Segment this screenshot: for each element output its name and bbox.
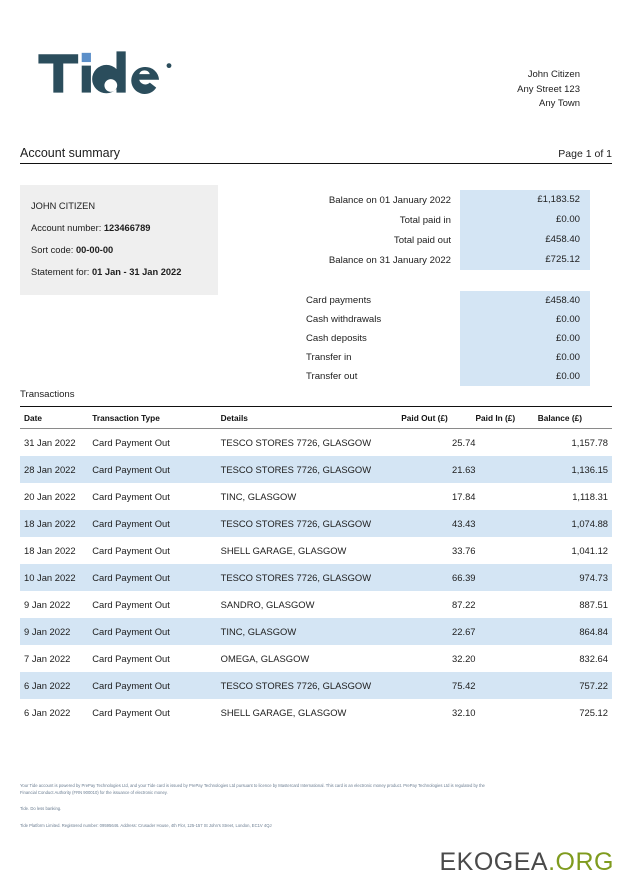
transactions-table-wrapper xyxy=(20,406,612,726)
cell-date: 20 Jan 2022 xyxy=(24,491,76,502)
balance-row-label: Total paid in xyxy=(399,214,451,226)
cell-paid-in xyxy=(476,645,538,672)
cell-date: 9 Jan 2022 xyxy=(24,599,71,610)
ekogea-watermark xyxy=(440,848,615,877)
cell-transaction-type: Card Payment Out xyxy=(92,456,220,483)
breakdown-row xyxy=(300,348,590,367)
cell-balance: 1,157.78 xyxy=(571,437,608,448)
cell-date: 6 Jan 2022 xyxy=(20,672,92,699)
customer-name: JOHN CITIZEN xyxy=(31,201,96,211)
transactions-header-row xyxy=(20,407,612,429)
account-summary-heading-row xyxy=(20,146,612,164)
breakdown-row xyxy=(300,310,590,329)
recipient-address xyxy=(517,68,580,112)
table-row xyxy=(20,510,612,537)
breakdown-row-label: Transfer in xyxy=(306,352,352,363)
table-row xyxy=(20,699,612,726)
balance-row-value: £458.40 xyxy=(460,230,590,250)
cell-paid-out: 43.43 xyxy=(401,510,475,537)
table-row xyxy=(20,591,612,618)
cell-transaction-type: Card Payment Out xyxy=(92,437,170,448)
transactions-table-head xyxy=(20,407,612,429)
watermark-tld: .ORG xyxy=(548,848,614,876)
cell-date: 18 Jan 2022 xyxy=(20,510,92,537)
balance-row-value: £1,183.52 xyxy=(460,190,590,210)
account-number-line xyxy=(31,217,207,239)
cell-balance: 864.84 xyxy=(538,618,612,645)
cell-details: SHELL GARAGE, GLASGOW xyxy=(220,707,347,718)
cell-transaction-type: Card Payment Out xyxy=(92,618,220,645)
cell-date: 6 Jan 2022 xyxy=(24,707,71,718)
cell-paid-in xyxy=(476,564,538,591)
cell-transaction-type: Card Payment Out xyxy=(92,653,170,664)
cell-balance: 1,136.15 xyxy=(538,456,612,483)
cell-transaction-type: Card Payment Out xyxy=(92,564,220,591)
account-number-value: 123466789 xyxy=(103,223,151,233)
cell-balance: 1,074.88 xyxy=(538,510,612,537)
transactions-table-body xyxy=(20,429,612,727)
balance-row-label: Balance on 01 January 2022 xyxy=(328,194,451,206)
column-header-type: Transaction Type xyxy=(92,407,220,429)
cell-balance: 974.73 xyxy=(538,564,612,591)
breakdown-row-value: £0.00 xyxy=(460,367,590,386)
cell-balance: 887.51 xyxy=(579,599,608,610)
balance-summary-table xyxy=(300,190,590,270)
cell-paid-in xyxy=(476,456,538,483)
balance-row xyxy=(300,250,590,270)
cell-date: 10 Jan 2022 xyxy=(20,564,92,591)
cell-paid-in xyxy=(476,537,538,564)
cell-transaction-type: Card Payment Out xyxy=(92,491,170,502)
cell-transaction-type: Card Payment Out xyxy=(92,510,220,537)
account-number-label: Account number: xyxy=(31,223,104,233)
cell-paid-out: 25.74 xyxy=(452,437,476,448)
recipient-street: Any Street 123 xyxy=(517,83,580,95)
cell-details: TESCO STORES 7726, GLASGOW xyxy=(221,564,402,591)
page-title: Account summary xyxy=(20,146,121,160)
breakdown-row-label: Card payments xyxy=(306,295,372,306)
breakdown-row xyxy=(300,329,590,348)
legal-footer xyxy=(20,782,490,829)
cell-details: TINC, GLASGOW xyxy=(221,618,402,645)
table-row xyxy=(20,456,612,483)
sort-code-line xyxy=(31,239,207,261)
table-row xyxy=(20,618,612,645)
transactions-table xyxy=(20,407,612,726)
column-header-date: Date xyxy=(20,407,92,429)
balance-row-label: Balance on 31 January 2022 xyxy=(328,254,451,266)
cell-paid-in xyxy=(476,483,538,510)
sort-code-label: Sort code: xyxy=(31,245,76,255)
breakdown-row-label: Cash deposits xyxy=(306,333,367,344)
recipient-town: Any Town xyxy=(538,98,580,109)
cell-details: SANDRO, GLASGOW xyxy=(220,599,315,610)
table-row xyxy=(20,645,612,672)
cell-paid-out: 75.42 xyxy=(401,672,475,699)
cell-paid-out: 22.67 xyxy=(401,618,475,645)
breakdown-row xyxy=(300,291,590,310)
breakdown-row-value: £0.00 xyxy=(460,310,590,329)
cell-balance: 832.64 xyxy=(579,653,608,664)
cell-date: 28 Jan 2022 xyxy=(20,456,92,483)
footer-paragraph-1: Your Tide account is powered by PrePay Technologies Ltd, and your Tide card is issued by PrePay Technologies Ltd pursuant to licence by Mastercard International. This card is an electronic money product. PrePay Technologies Ltd is regulated by the Financial Conduct Authority (FRN 900010) for the issuance of electronic money. xyxy=(20,783,485,796)
cell-details: SHELL GARAGE, GLASGOW xyxy=(220,545,347,556)
statement-period-value: 01 Jan - 31 Jan 2022 xyxy=(91,267,182,277)
footer-paragraph-3: Tide Platform Limited. Registered number: 09595646. Address: Crusader House, 4th Flor, 125-157 St John's Street, London, EC1V 4QJ xyxy=(20,822,272,828)
cell-paid-in xyxy=(476,429,538,457)
cell-balance: 1,118.31 xyxy=(572,491,608,502)
cell-paid-in xyxy=(476,699,538,726)
cell-paid-out: 66.39 xyxy=(401,564,475,591)
balance-row xyxy=(300,210,590,230)
cell-balance: 757.22 xyxy=(538,672,612,699)
statement-period-line xyxy=(31,261,207,283)
cell-paid-in xyxy=(476,591,538,618)
column-header-paid-out: Paid Out (£) xyxy=(401,407,475,429)
cell-paid-out: 32.20 xyxy=(452,653,476,664)
balance-row-value: £0.00 xyxy=(460,210,590,230)
cell-balance: 1,041.12 xyxy=(571,545,608,556)
watermark-name: EKOGEA xyxy=(439,848,549,876)
column-header-balance: Balance (£) xyxy=(538,407,612,429)
table-row xyxy=(20,672,612,699)
cell-details: TINC, GLASGOW xyxy=(220,491,297,502)
sort-code-value: 00-00-00 xyxy=(75,245,114,255)
balance-row xyxy=(300,190,590,210)
cell-paid-out: 32.10 xyxy=(452,707,476,718)
column-header-paid-in: Paid In (£) xyxy=(476,407,538,429)
statement-period-label: Statement for: xyxy=(31,267,92,277)
cell-date: 7 Jan 2022 xyxy=(24,653,71,664)
page-indicator: Page 1 of 1 xyxy=(558,148,612,160)
cell-details: TESCO STORES 7726, GLASGOW xyxy=(221,672,402,699)
cell-paid-in xyxy=(476,672,538,699)
customer-details-panel xyxy=(20,185,218,295)
cell-details: TESCO STORES 7726, GLASGOW xyxy=(220,437,372,448)
payment-breakdown-table xyxy=(300,291,590,386)
cell-paid-out: 17.84 xyxy=(452,491,476,502)
breakdown-row xyxy=(300,367,590,386)
table-row xyxy=(20,483,612,510)
cell-paid-in xyxy=(476,510,538,537)
cell-date: 18 Jan 2022 xyxy=(24,545,76,556)
cell-details: TESCO STORES 7726, GLASGOW xyxy=(221,456,402,483)
breakdown-row-label: Transfer out xyxy=(306,371,358,382)
tide-logo xyxy=(37,50,179,94)
table-row xyxy=(20,564,612,591)
footer-paragraph-2: Tide. Do less banking. xyxy=(20,806,62,812)
cell-details: OMEGA, GLASGOW xyxy=(220,653,310,664)
page-header xyxy=(20,0,612,109)
balance-row-value: £725.12 xyxy=(460,250,590,270)
balance-row-label: Total paid out xyxy=(393,234,451,246)
cell-paid-out: 33.76 xyxy=(452,545,476,556)
column-header-details: Details xyxy=(221,407,402,429)
cell-paid-out: 87.22 xyxy=(452,599,476,610)
cell-transaction-type: Card Payment Out xyxy=(92,707,170,718)
breakdown-row-label: Cash withdrawals xyxy=(306,314,382,325)
transactions-section-label: Transactions xyxy=(20,389,75,400)
cell-paid-in xyxy=(476,618,538,645)
table-row xyxy=(20,429,612,457)
cell-date: 31 Jan 2022 xyxy=(24,437,76,448)
cell-details: TESCO STORES 7726, GLASGOW xyxy=(221,510,402,537)
recipient-name: John Citizen xyxy=(527,69,580,80)
breakdown-row-value: £458.40 xyxy=(460,291,590,310)
cell-transaction-type: Card Payment Out xyxy=(92,599,170,610)
cell-transaction-type: Card Payment Out xyxy=(92,672,220,699)
balance-row xyxy=(300,230,590,250)
cell-balance: 725.12 xyxy=(579,707,608,718)
table-row xyxy=(20,537,612,564)
breakdown-row-value: £0.00 xyxy=(460,329,590,348)
cell-transaction-type: Card Payment Out xyxy=(92,545,170,556)
breakdown-row-value: £0.00 xyxy=(460,348,590,367)
cell-date: 9 Jan 2022 xyxy=(20,618,92,645)
cell-paid-out: 21.63 xyxy=(401,456,475,483)
